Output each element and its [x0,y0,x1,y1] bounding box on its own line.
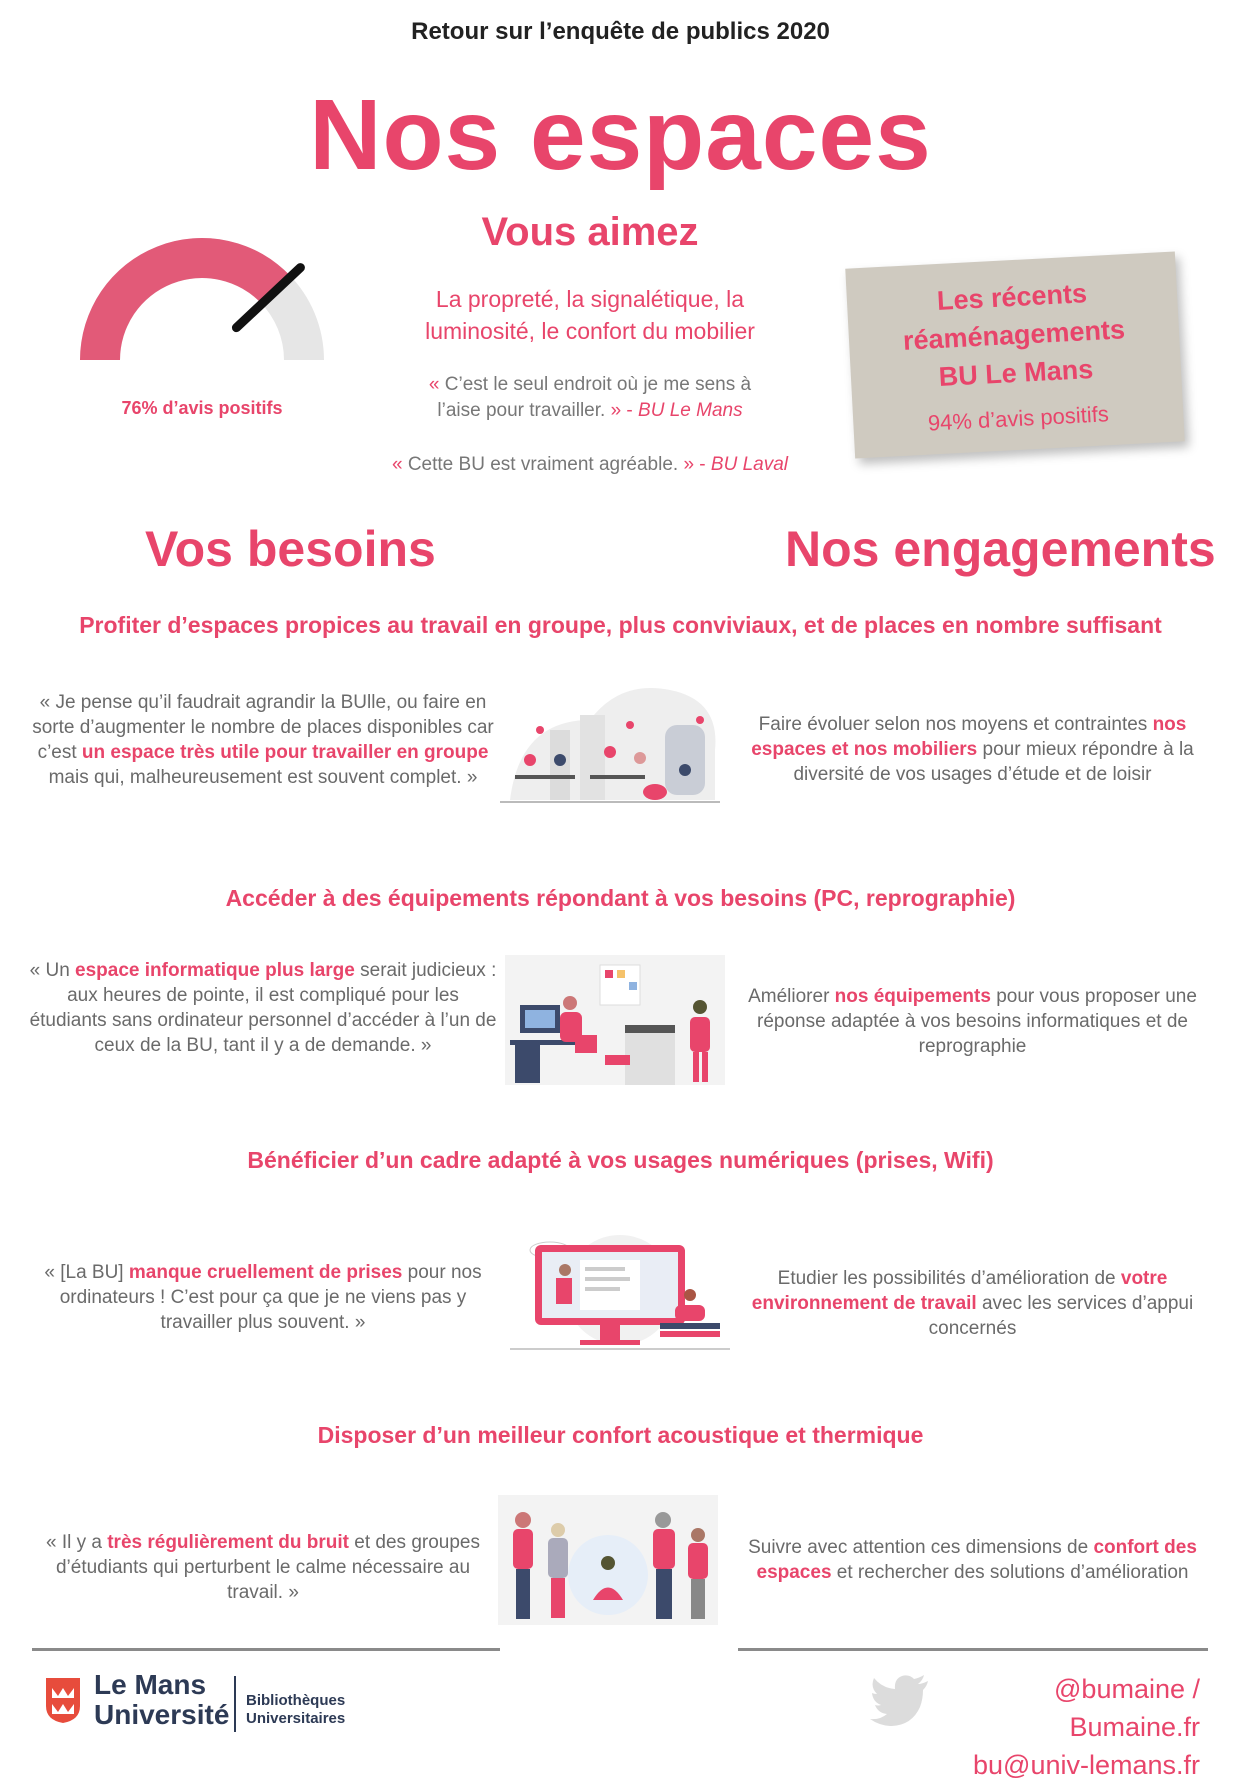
equipment-illustration [505,955,725,1085]
commit-comfort: Suivre avec attention ces dimensions de confort des espaces et rechercher des solutions d’amélioration [748,1537,1197,1583]
university-crest-icon [44,1676,82,1724]
social-link[interactable]: @bumaine / Bumaine.fr [1054,1674,1200,1742]
needs-heading: Vos besoins [145,521,436,577]
card-title-line3: BU Le Mans [937,353,1094,392]
logo-sub1: Bibliothèques [246,1692,346,1709]
comfort-illustration [498,1495,718,1625]
card-title-line2: réaménagements [902,314,1126,356]
gauge-fill [80,238,291,360]
commitments-heading: Nos engagements [785,521,1216,577]
need-quote-comfort: « Il y a très régulièrement du bruit et des groupes d’étudiants qui perturbent le calme nécessaire au travail. » [45,1532,480,1603]
card-title-line1: Les récents [936,278,1088,316]
university-logo [44,1668,374,1738]
need-quote-digital: « [La BU] manque cruellement de prises pour nos ordinateurs ! C’est pour ça que je ne viens pas y travailler plus souvent. » [44,1262,482,1333]
likes-quote-1: « C’est le seul endroit où je me sens à l’aise pour travailler. » - BU Le Mans [428,374,752,421]
commit-digital: Etudier les possibilités d’amélioration de votre environnement de travail avec les services d’appui concernés [751,1268,1194,1339]
satisfaction-gauge [62,230,342,380]
twitter-icon[interactable] [870,1675,930,1727]
gauge-label: 76% d’avis positifs [121,398,283,418]
theme-title-comfort: Disposer d’un meilleur confort acoustique et thermique [317,1422,924,1448]
commit-group-work: Faire évoluer selon nos moyens et contraintes nos espaces et nos mobiliers pour mieux répondre à la diversité de vos usages d’étude et de loisir [751,714,1194,785]
need-quote-group-work: « Je pense qu’il faudrait agrandir la BUlle, ou faire en sorte d’augmenter le nombre de places disponibles car c’est un espace très utile pour travailler en groupe mais qui, malheureusement est souvent complet. » [32,692,494,788]
renovation-card [845,251,1184,458]
supertitle: Retour sur l’enquête de publics 2020 [411,18,830,45]
likes-heading: Vous aimez [481,210,699,254]
logo-line2: Université [94,1699,230,1730]
need-quote-equipment: « Un espace informatique plus large serait judicieux : aux heures de pointe, il est compliqué pour les étudiants sans ordinateur personnel d’accéder à l’un de ceux de la BU, tant il y a de demande. » [29,960,497,1056]
group-work-illustration [500,680,720,810]
theme-title-digital: Bénéficier d’un cadre adapté à vos usages numériques (prises, Wifi) [247,1147,994,1173]
footer-rule-left [32,1648,500,1651]
theme-title-equipment: Accéder à des équipements répondant à vos besoins (PC, reprographie) [225,885,1016,911]
email-link[interactable]: bu@univ-lemans.fr [973,1750,1200,1780]
digital-illustration [510,1225,730,1355]
theme-title-group-work: Profiter d’espaces propices au travail en groupe, plus conviviaux, et de places en nombre suffisant [79,612,1162,638]
likes-text: La propreté, la signalétique, la luminosité, le confort du mobilier [425,286,755,344]
logo-line1: Le Mans [94,1669,207,1700]
footer-rule-right [738,1648,1208,1651]
footer-contacts [940,1670,1200,1784]
page-title: Nos espaces [309,79,932,191]
logo-sub2: Universitaires [246,1710,346,1727]
card-stat: 94% d’avis positifs [927,401,1110,436]
commit-equipment: Améliorer nos équipements pour vous proposer une réponse adaptée à vos besoins informatiques et de reprographie [748,986,1197,1057]
likes-quote-2: « Cette BU est vraiment agréable. » - BU Laval [391,454,789,475]
